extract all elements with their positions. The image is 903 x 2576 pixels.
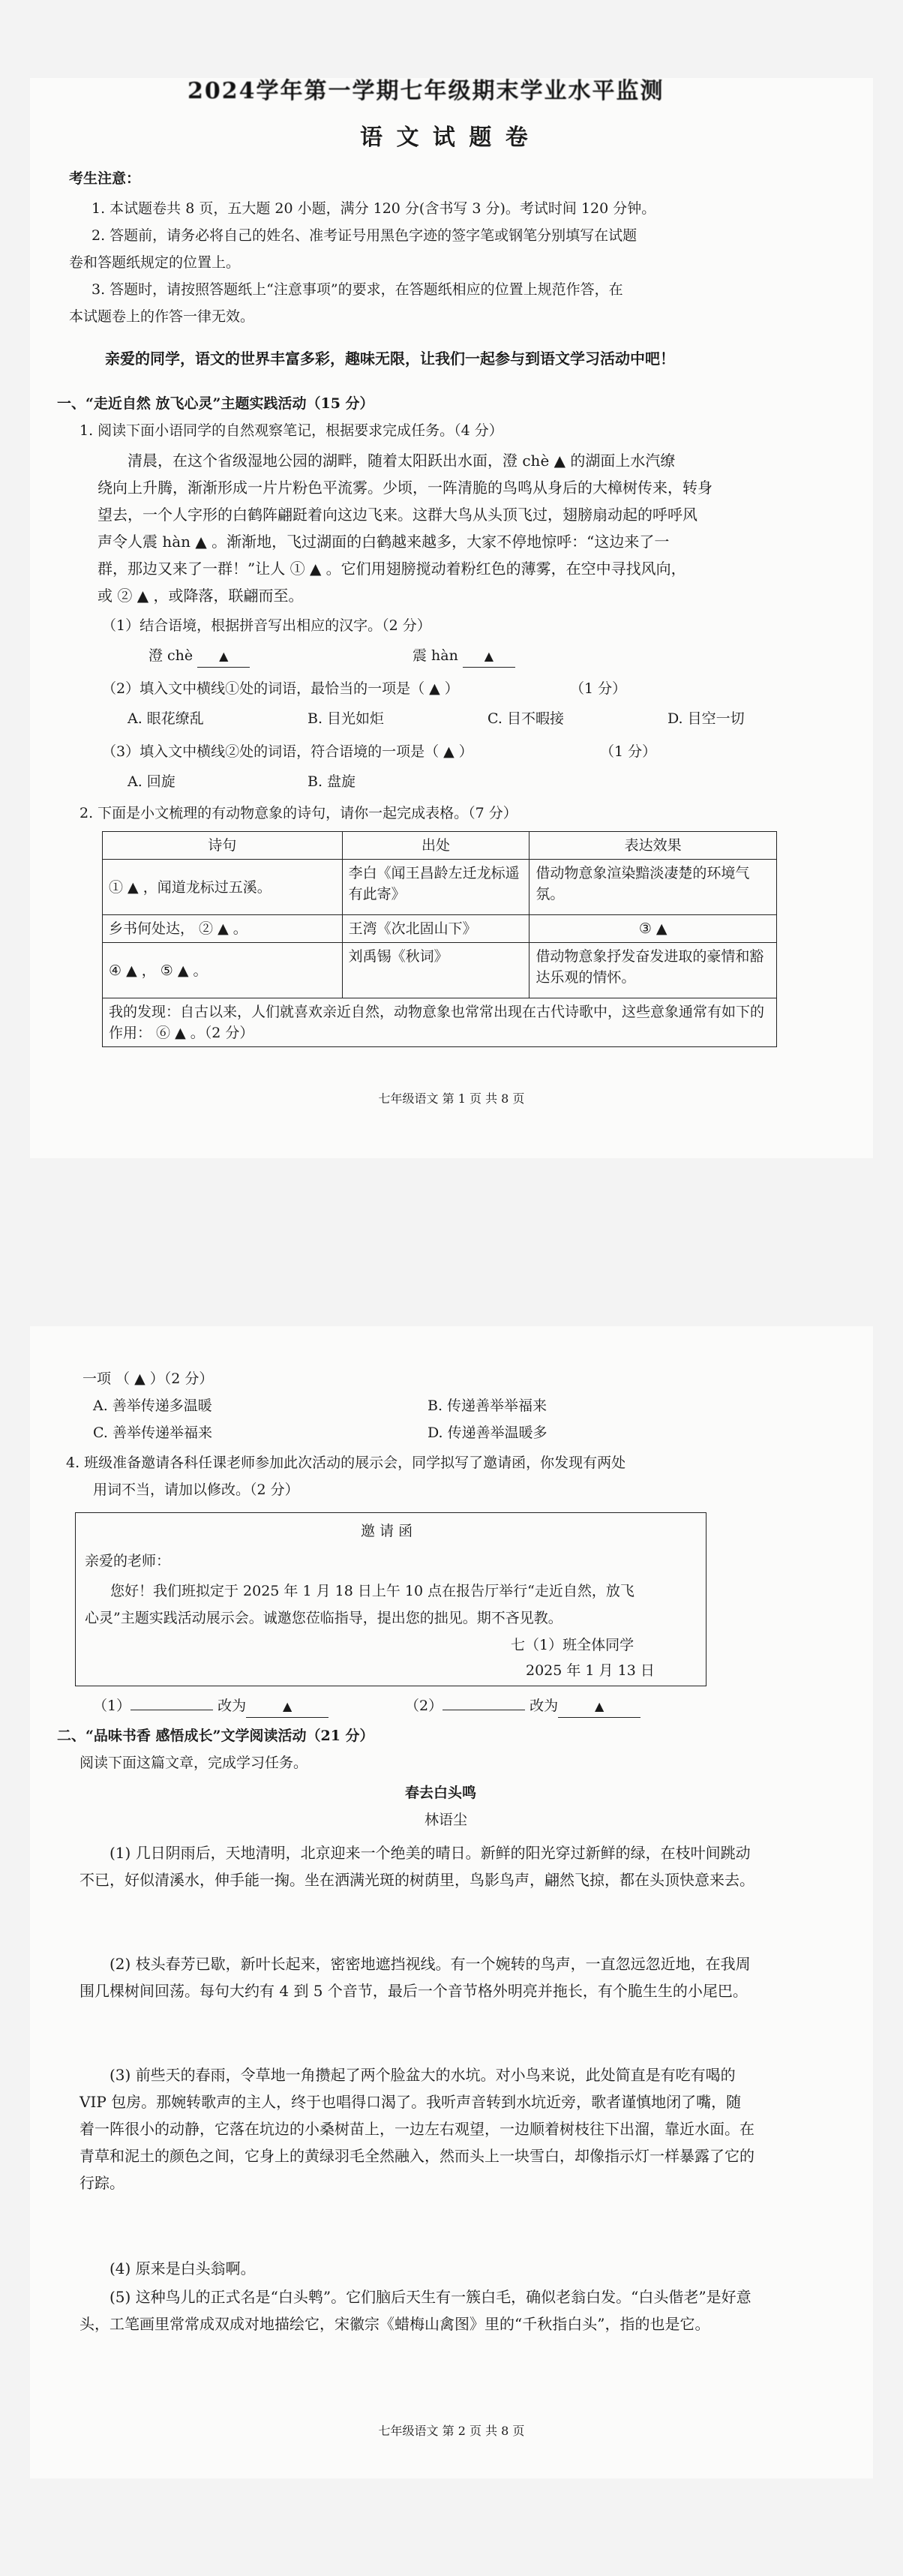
table-header: 出处 — [342, 832, 530, 860]
article-paragraph: (2) 枝头春芳已歇，新叶长起来，密密地遮挡视线。有一个婉转的鸟声，一直忽远忽近地，在我周围几棵树间回荡。每句大约有 4 到 5 个音节，最后一个音节格外明亮并拖长，有个脆生生的小尾巴。 — [80, 1955, 751, 2000]
passage-line: 清晨，在这个省级湿地公园的湖畔，随着太阳跃出水面，澄 chè ▲ 的湖面上水汽缭 — [128, 452, 676, 470]
option-d[interactable]: D. 传递善举温暖多 — [428, 1425, 548, 1441]
passage-line: 或 ② ▲ ，或降落，联翩而至。 — [98, 587, 304, 605]
table-row — [103, 998, 777, 1047]
table-cell: 刘禹锡《秋词》 — [342, 943, 530, 998]
invitation-letter — [75, 1512, 706, 1686]
notice-line: 1. 本试题卷共 8 页，五大题 20 小题，满分 120 分(含书写 3 分)。考试时间 120 分钟。 — [92, 200, 656, 217]
table-cell: 借动物意象渲染黯淡凄楚的环境气氛。 — [530, 860, 777, 915]
greeting: 亲爱的同学，语文的世界丰富多彩，趣味无限，让我们一起参与到语文学习活动中吧！ — [105, 350, 675, 368]
letter-date: 2025 年 1 月 13 日 — [526, 1662, 655, 1679]
letter-body: 心灵”主题实践活动展示会。诚邀您莅临指导，提出您的拙见。期不吝见教。 — [85, 1610, 562, 1626]
exam-page-2 — [30, 1326, 873, 2478]
section-2-title: 二、“品味书香 感悟成长”文学阅读活动（21 分） — [57, 1728, 374, 1744]
table-cell: 王湾《次北固山下》 — [342, 915, 530, 943]
notice-line: 本试题卷上的作答一律无效。 — [69, 308, 255, 325]
paper-title: 语 文 试 题 卷 — [360, 125, 531, 151]
option-b[interactable]: B. 目光如炬 — [308, 710, 385, 727]
question-3-tail: 一项 （ ▲ ）（2 分） — [82, 1371, 214, 1387]
page-footer: 七年级语文 第 1 页 共 8 页 — [378, 1091, 525, 1106]
notice-line: 卷和答题纸规定的位置上。 — [69, 254, 241, 271]
table-header: 表达效果 — [530, 832, 777, 860]
option-a[interactable]: A. 回旋 — [128, 773, 176, 790]
article-paragraph: (3) 前些天的春雨，令草地一角攒起了两个脸盆大的水坑。对小鸟来说，此处简直是有吃有喝的 VIP 包房。那婉转歌声的主人，终于也唱得口渴了。我听声音转到水坑近旁，歌者谨慎地闭了嘴，随着一阵很小的动静，它落在坑边的小桑树苗上，一边左右观望，一边顺着树枝往下出溜，靠近水面。在青草和泥土的颜色之间，它身上的黄绿羽毛全然融入，然而头上一块雪白，却像指示灯一样暴露了它的行踪。 — [80, 2066, 754, 2192]
question-2-stem: 2. 下面是小文梳理的有动物意象的诗句，请你一起完成表格。（7 分） — [80, 805, 518, 821]
question-1-3-score: （1 分） — [600, 743, 657, 760]
question-1-stem: 1. 阅读下面小语同学的自然观察笔记，根据要求完成任务。（4 分） — [80, 422, 503, 439]
letter-salutation: 亲爱的老师： — [85, 1553, 171, 1569]
answer-blank-han[interactable]: 震 hàn ▲ — [412, 645, 515, 668]
table-row — [103, 915, 777, 943]
notice-title: 考生注意： — [69, 170, 141, 187]
option-a[interactable]: A. 眼花缭乱 — [128, 710, 204, 727]
table-header: 诗句 — [103, 832, 343, 860]
imagery-table — [102, 831, 777, 1047]
question-1-2-score: （1 分） — [570, 680, 627, 697]
passage-line: 群，那边又来了一群！”让人 ① ▲ 。它们用翅膀搅动着粉红色的薄雾，在空中寻找风向， — [98, 560, 686, 578]
answer-blank-che[interactable]: 澄 chè ▲ — [148, 645, 250, 668]
option-a[interactable]: A. 善举传递多温暖 — [93, 1398, 212, 1414]
passage-line: 望去，一个人字形的白鹤阵翩跹着向这边飞来。这群大鸟从头顶飞过，翅膀扇动起的呼呼风 — [98, 506, 698, 524]
question-4-stem: 用词不当，请加以修改。（2 分） — [93, 1482, 299, 1498]
table-cell[interactable]: 乡书何处达， ② ▲ 。 — [103, 915, 343, 943]
table-cell: 李白《闻王昌龄左迁龙标遥有此寄》 — [342, 860, 530, 915]
table-finding[interactable]: 我的发现：自古以来，人们就喜欢亲近自然，动物意象也常常出现在古代诗歌中，这些意象通常有如下的作用： ⑥ ▲ 。（2 分） — [103, 998, 777, 1047]
exam-header-cut: 2024学年第一学期七年级期末学业水平监测 — [188, 78, 664, 104]
correction-1[interactable]: （1） 改为 ▲ — [93, 1695, 328, 1718]
section-2-intro: 阅读下面这篇文章，完成学习任务。 — [80, 1755, 308, 1771]
option-b[interactable]: B. 传递善举举福来 — [428, 1398, 548, 1414]
option-c[interactable]: C. 善举传递举福来 — [93, 1425, 212, 1441]
article-paragraph: (4) 原来是白头翁啊。 — [110, 2259, 256, 2277]
option-d[interactable]: D. 目空一切 — [668, 710, 745, 727]
table-header-row — [103, 832, 777, 860]
table-cell[interactable]: ① ▲ ，闻道龙标过五溪。 — [103, 860, 343, 915]
article-author: 林语尘 — [424, 1812, 468, 1828]
letter-signature: 七（1）班全体同学 — [511, 1637, 634, 1653]
correction-2[interactable]: （2） 改为 ▲ — [405, 1695, 640, 1718]
table-cell[interactable]: ③ ▲ — [530, 915, 777, 943]
table-row — [103, 943, 777, 998]
option-c[interactable]: C. 目不暇接 — [488, 710, 564, 727]
article-title: 春去白头鸣 — [405, 1785, 477, 1801]
table-cell: 借动物意象抒发奋发进取的豪情和豁达乐观的情怀。 — [530, 943, 777, 998]
page-footer: 七年级语文 第 2 页 共 8 页 — [378, 2424, 525, 2438]
passage-line: 声令人震 hàn ▲ 。渐渐地，飞过湖面的白鹤越来越多，大家不停地惊呼：“这边来了一 — [98, 533, 670, 551]
table-row — [103, 860, 777, 915]
section-1-title: 一、“走近自然 放飞心灵”主题实践活动（15 分） — [57, 395, 374, 412]
question-1-1: （1）结合语境，根据拼音写出相应的汉字。（2 分） — [102, 617, 431, 634]
question-4-stem: 4. 班级准备邀请各科任课老师参加此次活动的展示会，同学拟写了邀请函，你发现有两处 — [66, 1455, 626, 1471]
question-1-2: （2）填入文中横线①处的词语，最恰当的一项是（ ▲ ） — [102, 680, 459, 697]
notice-line: 2. 答题前，请务必将自己的姓名、准考证号用黑色字迹的签字笔或钢笔分别填写在试题 — [92, 227, 638, 244]
question-1-3: （3）填入文中横线②处的词语，符合语境的一项是（ ▲ ） — [102, 743, 473, 760]
passage-line: 绕向上升腾，渐渐形成一片片粉色平流雾。少顷，一阵清脆的鸟鸣从身后的大樟树传来，转身 — [98, 479, 712, 497]
exam-page-1 — [30, 78, 873, 1158]
article-paragraph: (1) 几日阴雨后，天地清明，北京迎来一个绝美的晴日。新鲜的阳光穿过新鲜的绿，在枝叶间跳动不已，好似清溪水，伸手能一掬。坐在洒满光斑的树荫里，鸟影鸟声，翩然飞掠，都在头顶快意来去。 — [80, 1844, 754, 1889]
letter-body: 您好！我们班拟定于 2025 年 1 月 18 日上午 10 点在报告厅举行“走近自然，放飞 — [110, 1583, 634, 1599]
table-cell[interactable]: ④ ▲ ， ⑤ ▲ 。 — [103, 943, 343, 998]
option-b[interactable]: B. 盘旋 — [308, 773, 356, 790]
article-paragraph: (5) 这种鸟儿的正式名是“白头鹎”。它们脑后天生有一簇白毛，确似老翁白发。“白头偕老”是好意头，工笔画里常常成双成对地描绘它，宋徽宗《蜡梅山禽图》里的“千秋指白头”，指的也是它。 — [80, 2288, 752, 2333]
notice-line: 3. 答题时，请按照答题纸上“注意事项”的要求，在答题纸相应的位置上规范作答，在 — [92, 281, 623, 298]
letter-title: 邀 请 函 — [361, 1523, 413, 1539]
